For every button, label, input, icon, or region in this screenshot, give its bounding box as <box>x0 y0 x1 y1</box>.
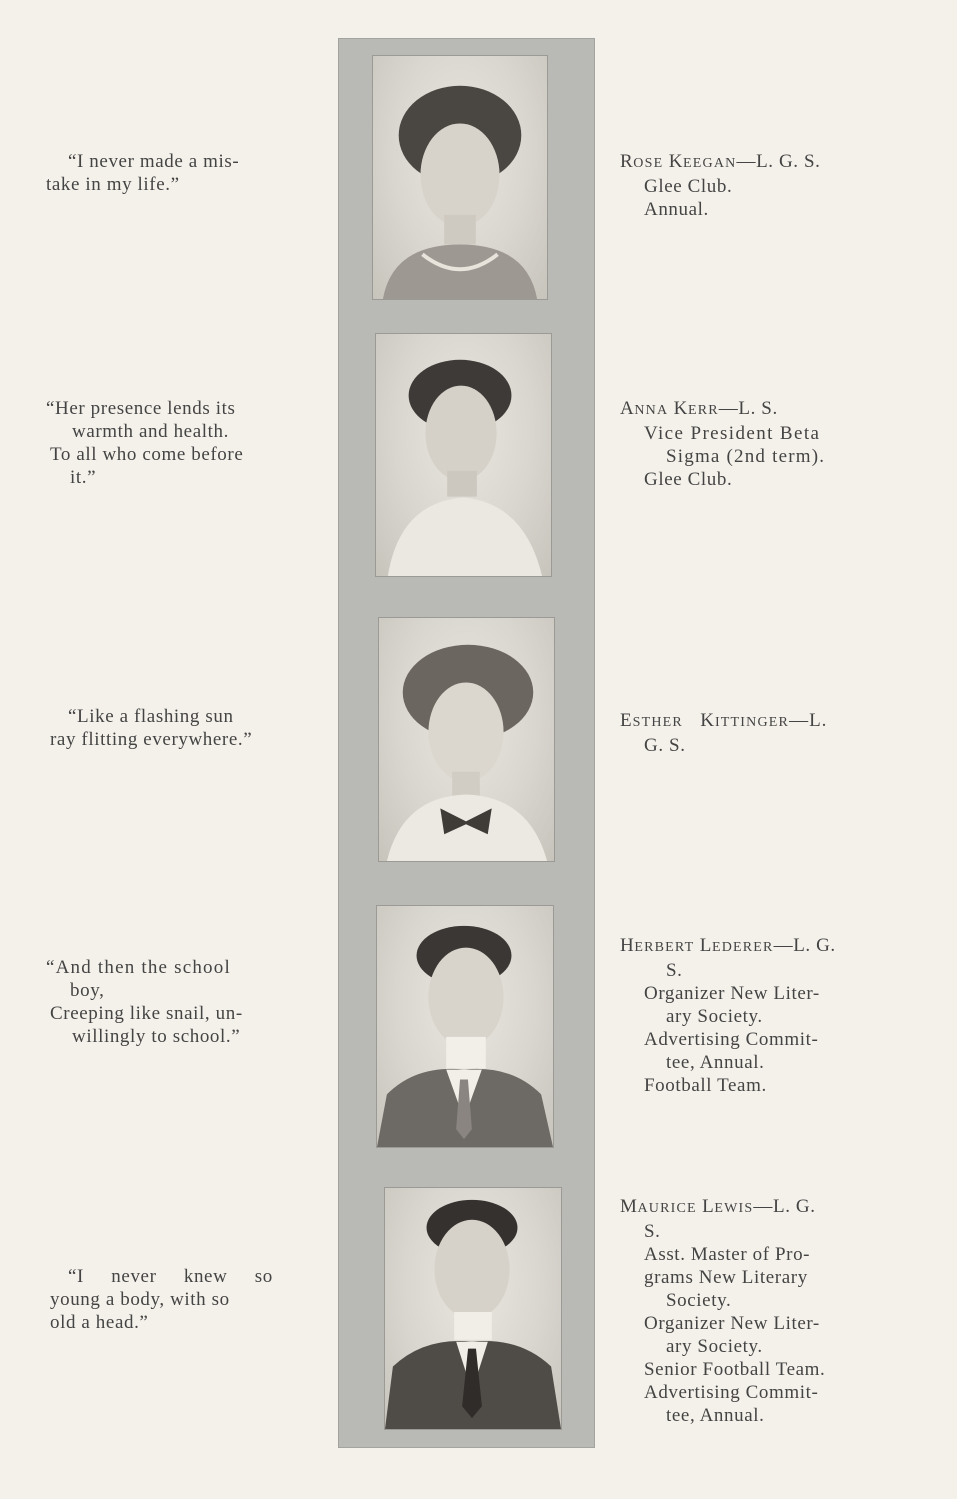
quote-line: “Like a flashing sun <box>68 706 234 727</box>
quote-line: warmth and health. <box>72 421 229 442</box>
activity: ary Society. <box>666 1006 763 1027</box>
bio-4 <box>620 934 892 1097</box>
quote-2 <box>46 397 314 489</box>
activity: grams New Literary <box>644 1267 808 1288</box>
quote-4 <box>46 956 314 1048</box>
quote-line: it.” <box>70 467 97 488</box>
quote-3 <box>46 705 314 751</box>
student-name: ANNA KERR—L. S. <box>620 398 778 419</box>
activity: Annual. <box>644 199 709 220</box>
portrait-photo <box>372 55 548 300</box>
bio-2 <box>620 397 892 491</box>
quote-line: Creeping like snail, un- <box>50 1003 243 1024</box>
quote-line: boy, <box>70 980 105 1001</box>
activity: tee, Annual. <box>666 1052 765 1073</box>
activity: Glee Club. <box>644 469 733 490</box>
activity: Advertising Commit- <box>644 1382 819 1403</box>
student-name: MAURICE LEWIS—L. G. <box>620 1196 816 1217</box>
bio-3 <box>620 709 892 757</box>
student-name: ESTHER KITTINGER—L. <box>620 710 828 731</box>
activity: ary Society. <box>666 1336 763 1357</box>
activity: tee, Annual. <box>666 1405 765 1426</box>
quote-line: ray flitting everywhere.” <box>50 729 253 750</box>
quote-line: young a body, with so <box>50 1289 230 1310</box>
portrait-photo <box>376 905 554 1148</box>
activity: Senior Football Team. <box>644 1359 826 1380</box>
quote-line: take in my life.” <box>46 174 180 195</box>
quote-line: “Her presence lends its <box>46 398 236 419</box>
quote-line: old a head.” <box>50 1312 149 1333</box>
quote-1 <box>46 150 314 196</box>
portrait-photo <box>384 1187 562 1430</box>
activity: Vice President Beta <box>644 423 821 444</box>
activity: S. <box>644 1221 661 1242</box>
activity: Sigma (2nd term). <box>666 446 826 467</box>
portrait-photo <box>375 333 552 577</box>
activity: Asst. Master of Pro- <box>644 1244 811 1265</box>
quote-line: “And then the school <box>46 957 231 978</box>
quote-line: “I never knew so <box>68 1266 273 1287</box>
activity: S. <box>666 960 683 981</box>
activity: G. S. <box>644 735 686 756</box>
activity: Advertising Commit- <box>644 1029 819 1050</box>
student-name: ROSE KEEGAN—L. G. S. <box>620 151 821 172</box>
activity: Organizer New Liter- <box>644 1313 820 1334</box>
bio-1 <box>620 150 892 221</box>
bio-5 <box>620 1195 892 1427</box>
quote-line: willingly to school.” <box>72 1026 241 1047</box>
quote-line: To all who come before <box>50 444 244 465</box>
activity: Organizer New Liter- <box>644 983 820 1004</box>
quote-line: “I never made a mis- <box>68 151 240 172</box>
quote-5 <box>46 1265 314 1334</box>
activity: Society. <box>666 1290 732 1311</box>
portrait-photo <box>378 617 555 862</box>
student-name: HERBERT LEDERER—L. G. <box>620 935 836 956</box>
activity: Glee Club. <box>644 176 733 197</box>
activity: Football Team. <box>644 1075 767 1096</box>
